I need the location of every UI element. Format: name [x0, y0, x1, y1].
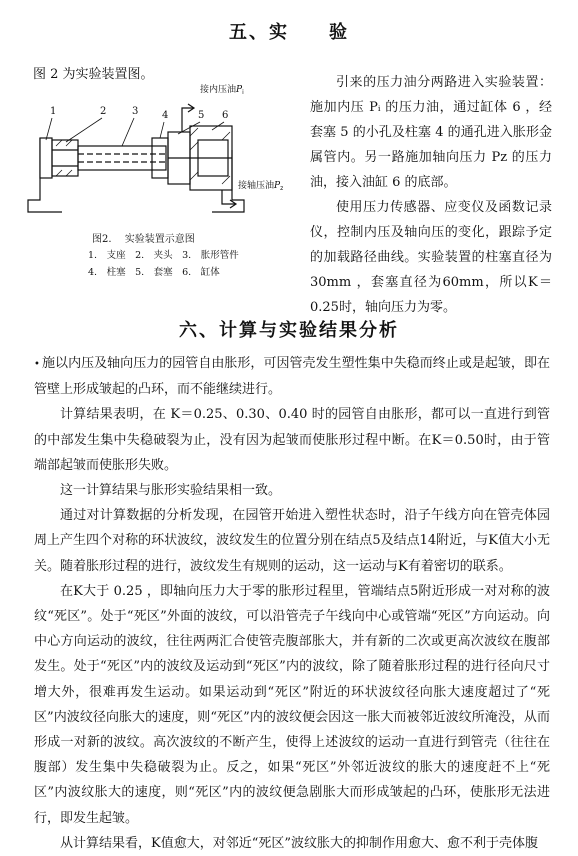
body-paragraph-4: 通过对计算数据的分析发现，在园管开始进入塑性状态时，沿子午线方向在管壳体园周上产生四个对称的环状波纹，波纹发生的位置分别在结点5及结点14附近，与K值大小无关。随着胀形过程的进行，波纹发生有规则的运动，这一运动与K有着密切的联系。	[34, 508, 550, 574]
section-heading-experiment: 五、实 验	[229, 22, 349, 43]
body-paragraph-1: • 施以内压及轴向压力的园管自由胀形，可因管壳发生塑性集中失稳而终止或是起皱，即在管壁上形成皱起的凸环，而不能继续进行。	[34, 351, 550, 402]
analysis-body	[34, 351, 550, 856]
body-paragraph-6: 从计算结果看，K值愈大，对邻近“死区”波纹胀大的抑制作用愈大、愈不利于壳体腹	[60, 835, 539, 851]
part-number-3: 3	[132, 106, 139, 117]
figure-caption: 图2. 实验装置示意图	[92, 234, 195, 245]
figure-legend-row-2: 4. 柱塞 5. 套塞 6. 缸体	[88, 267, 220, 278]
body-paragraph-5: 在K大于 0.25 ，即轴向压力大于零的胀形过程里，管端结点5附近形成一对对称的波纹“死区”。处于“死区”外面的波纹，可以沿管壳子午线向中心或管端“死区”方向运动。向中心方向运动的波纹，往往两两汇合使管壳腹部胀大，并有新的二次或更高次波纹在腹部发生。处于“死区”内的波纹及运动到“死区”内的波纹，除了随着胀形过程的进行径向尺寸增大外，很难再发生运动。如果运动到“死区”附近的环状波纹径向胀大速度超过了“死区”内波纹径向胀大的速度，则“死区”内的波纹便会因这一胀大而被邻近波纹所淹没，从而形成一对新的波纹。高次波纹的不断产生，使得上述波纹的运动一直进行到管壳（往往在腹部）发生集中失稳破裂为止。反之，如果“死区”外邻近波纹的胀大的速度赶不上“死区”内波纹胀大的速度，则“死区”内的波纹便急剧胀大而形成皱起的凸环，使胀形无法进行，即发生起皱。	[34, 583, 550, 826]
paragraph-instrumentation: 使用压力传感器、应变仪及函数记录仪，控制内压及轴向压的变化，跟踪予定的加载路径曲线。实验装置的柱塞直径为 30mm ，套塞直径为60mm，所以K＝0.25时，轴向压力为零。	[310, 200, 552, 315]
body-paragraph-3: 这一计算结果与胀形实验结果相一致。	[60, 483, 282, 499]
part-number-5: 5	[198, 110, 205, 121]
part-number-4: 4	[162, 110, 169, 121]
paragraph-oil-supply: 引来的压力油分两路进入实验装置：施加内压 Pᵢ 的压力油，通过缸体 6 ，经套塞 5 的小孔及柱塞 4 的通孔进入胀形金属管内。另一路施加轴向压力 Pz 的压力油，接入油缸 6 的底部。	[310, 75, 552, 190]
body-paragraph-2: 计算结果表明，在 K＝0.25、0.30、0.40 时的园管自由胀形，都可以一直进行到管的中部发生集中失稳破裂为止，没有因为起皱而使胀形过程中断。在K＝0.50时，由于管端部起皱而使胀形失败。	[34, 407, 550, 473]
figure-intro-text: 图 2 为实验装置图。	[33, 67, 154, 82]
part-number-2: 2	[100, 106, 107, 117]
figure-legend-row-1: 1. 支座 2. 夹头 3. 胀形管件	[88, 250, 239, 261]
part-number-6: 6	[222, 110, 229, 121]
part-number-1: 1	[50, 106, 57, 117]
experiment-apparatus-figure	[22, 80, 310, 298]
section-heading-analysis: 六、计算与实验结果分析	[179, 320, 399, 341]
bullet-mark: •	[34, 359, 40, 370]
apparatus-diagram	[22, 80, 310, 230]
inner-pressure-label: 接内压油$P_i$	[200, 85, 244, 96]
axial-pressure-label: 接轴压油$P_z$	[238, 181, 284, 192]
